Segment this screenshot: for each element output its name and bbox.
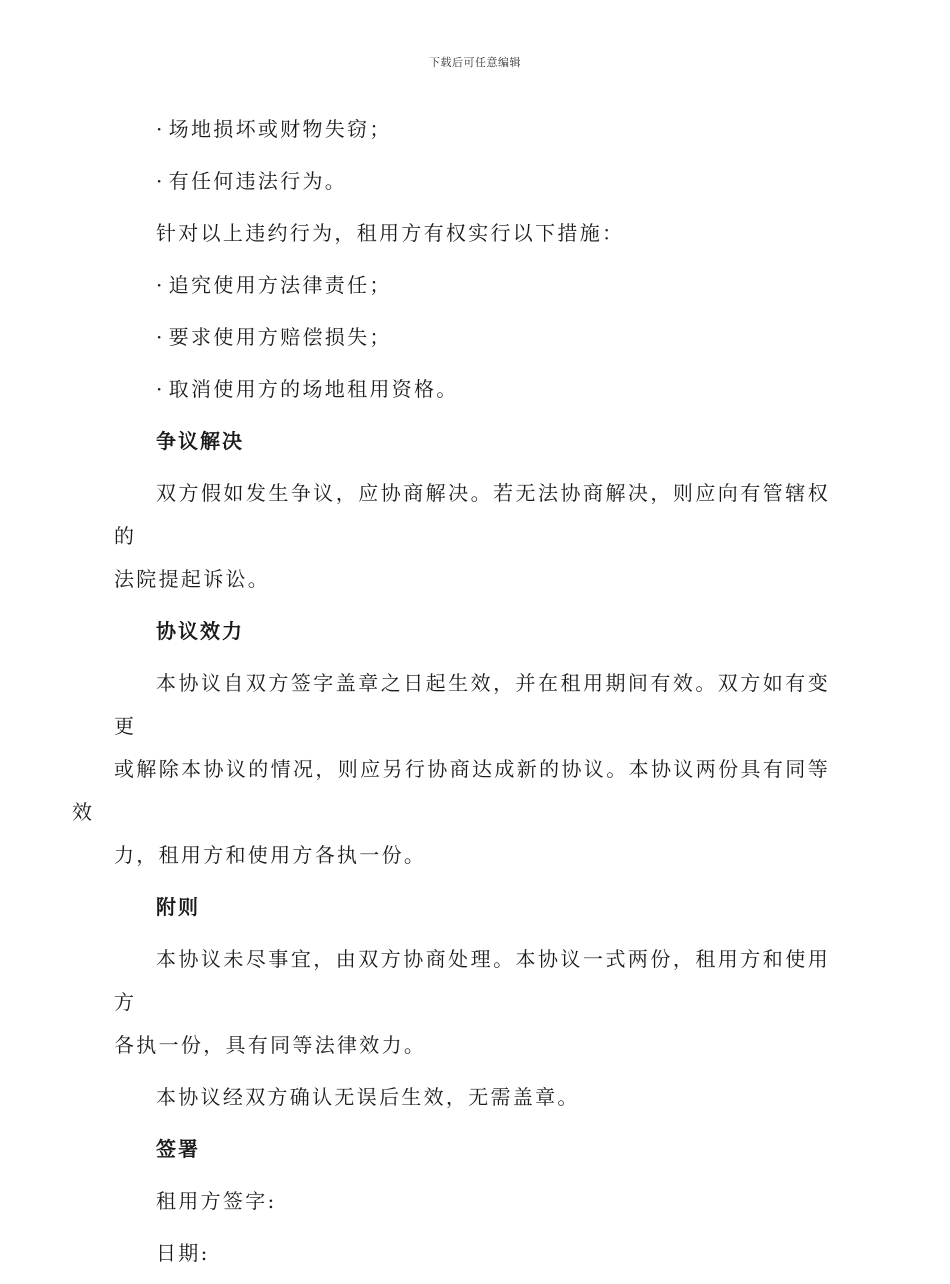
supplementary-paragraph-2: 本协议经双方确认无误后生效，无需盖章。 [156, 1085, 580, 1109]
paragraph-line: 各执一份，具有同等法律效力。 [114, 1033, 427, 1057]
paragraph-line: 本协议未尽事宜，由双方协商处理。本协议一式两份，租用方和使用方 [114, 947, 830, 1014]
bullet-text: 追究使用方法律责任； [168, 273, 392, 297]
document-body [72, 108, 830, 1284]
paragraph-line: 双方假如发生争议，应协商解决。若无法协商解决，则应向有管辖权的 [114, 481, 830, 548]
dispute-paragraph [114, 472, 830, 601]
paragraph-line: 力，租用方和使用方各执一份。 [114, 843, 427, 867]
section-heading-effect: 协议效力 [156, 619, 244, 643]
supplementary-paragraph [114, 938, 830, 1067]
paragraph-line: 或解除本协议的情况，则应另行协商达成新的协议。本协议两份具有同等效 [72, 757, 830, 824]
list-item [156, 160, 830, 203]
measures-intro: 针对以上违约行为，租用方有权实行以下措施： [156, 221, 625, 245]
bullet-icon: · [156, 325, 165, 349]
section-heading-signature: 签署 [156, 1137, 200, 1161]
effect-paragraph [72, 662, 830, 877]
list-item [156, 108, 830, 151]
bullet-icon: · [156, 169, 165, 193]
bullet-text: 取消使用方的场地租用资格。 [168, 377, 459, 401]
paragraph-line: 本协议自双方签字盖章之日起生效，并在租用期间有效。双方如有变更 [114, 671, 830, 738]
bullet-text: 有任何违法行为。 [168, 169, 348, 193]
list-item [156, 316, 830, 359]
section-heading-supplementary: 附则 [156, 895, 200, 919]
lessor-signature-label: 租用方签字: [156, 1189, 277, 1213]
list-item [156, 264, 830, 307]
paragraph-line: 法院提起诉讼。 [114, 567, 271, 591]
bullet-icon: · [156, 273, 165, 297]
section-heading-dispute: 争议解决 [156, 429, 244, 453]
list-item [156, 368, 830, 411]
bullet-icon: · [156, 117, 165, 141]
bullet-icon: · [156, 377, 165, 401]
bullet-text: 要求使用方赔偿损失； [168, 325, 392, 349]
date-label: 日期: [156, 1241, 210, 1265]
bullet-text: 场地损坏或财物失窃； [168, 117, 392, 141]
header-note: 下载后可任意编辑 [429, 56, 521, 69]
